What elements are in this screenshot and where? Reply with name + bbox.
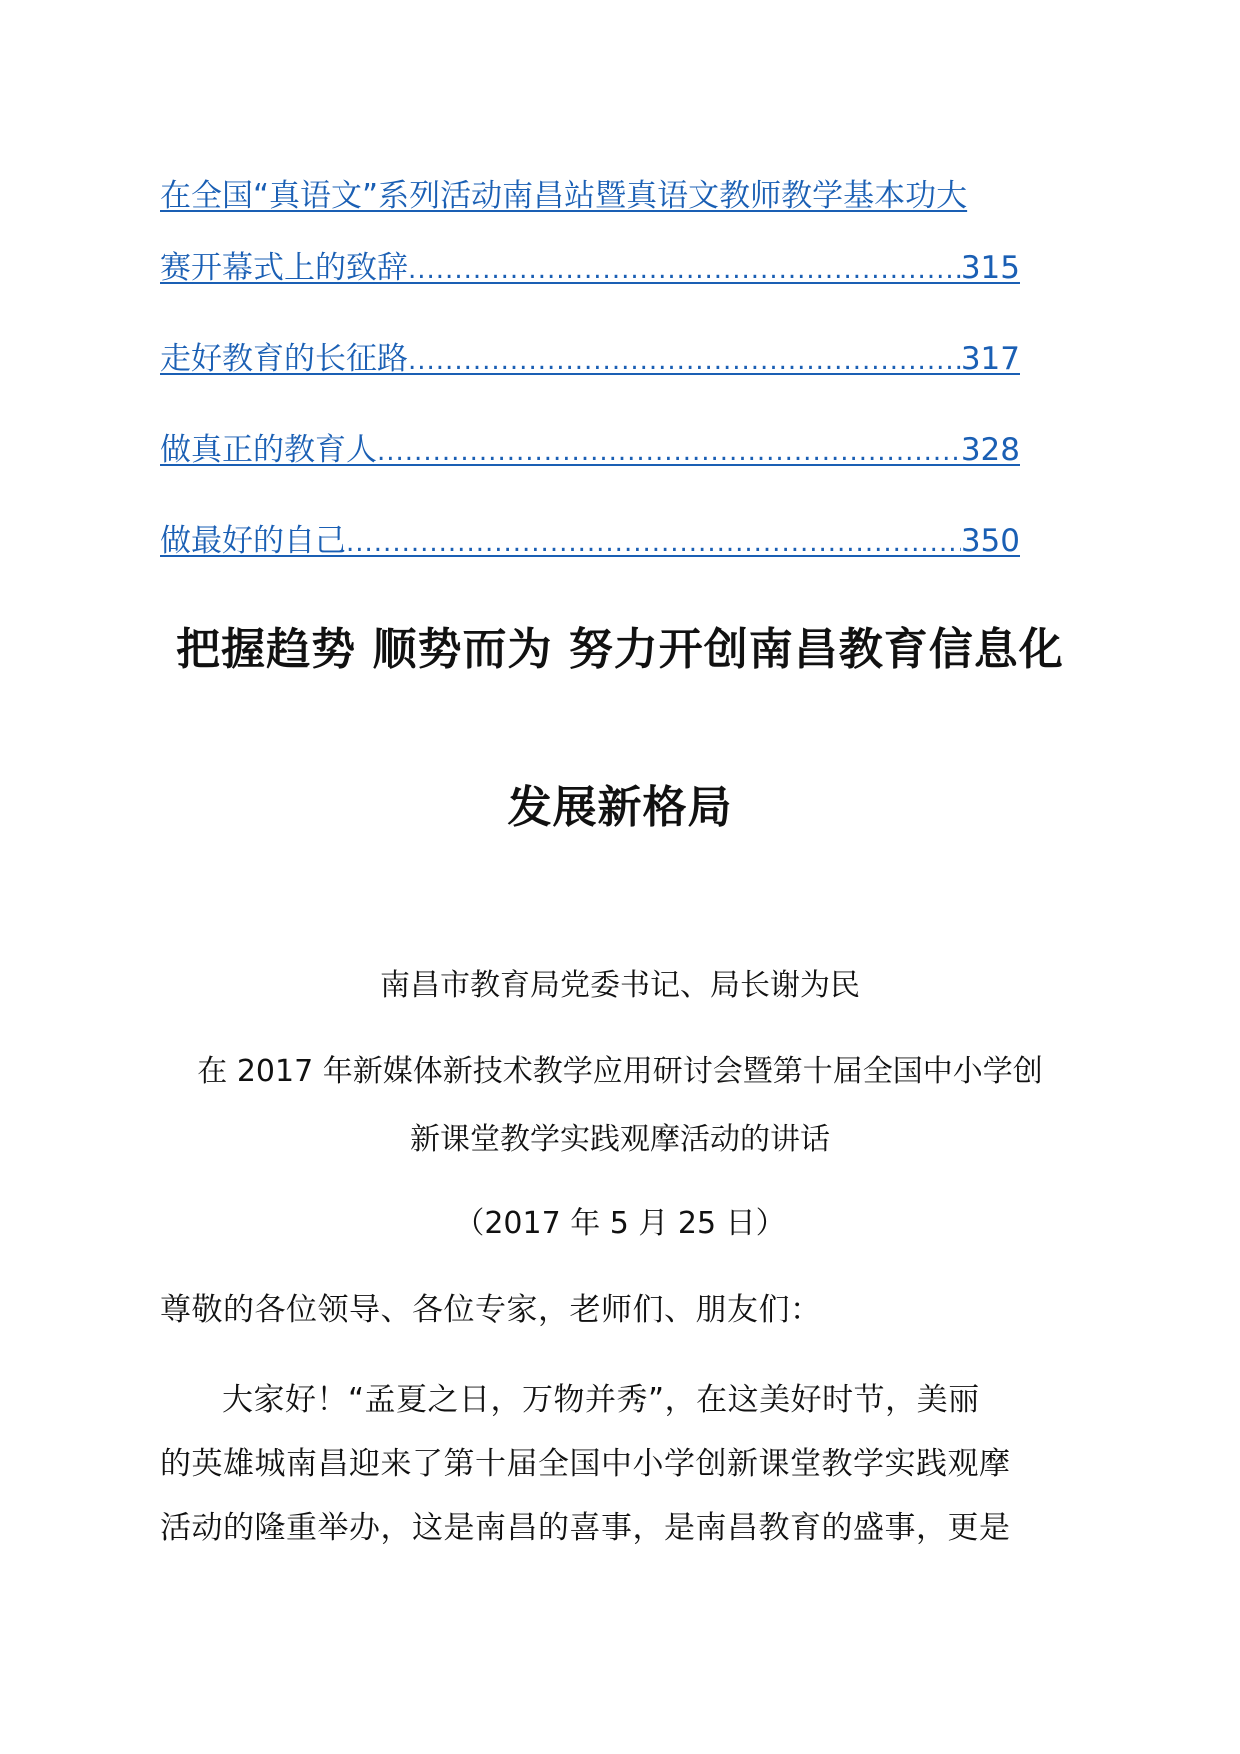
toc-entry-title: 做真正的教育人 [160,432,377,468]
occasion-line2: 新课堂教学实践观摩活动的讲话 [410,1122,830,1157]
speaker-line: 南昌市教育局党委书记、局长谢为民 [380,968,860,1003]
toc-entry-title: 做最好的自己 [160,523,346,559]
toc-entry-title: 赛开幕式上的致辞 [160,250,408,286]
toc-link-3[interactable] [160,430,1020,472]
toc-page-number: 317 [960,341,1020,377]
toc-link-1-line1[interactable] [160,176,967,216]
toc-page-number: 315 [960,250,1020,286]
toc-page-number: 328 [960,432,1020,468]
article-title-line2: 发展新格局 [507,782,733,833]
toc-entry-title: 走好教育的长征路 [160,341,408,377]
occasion-line1: 在 2017 年新媒体新技术教学应用研讨会暨第十届全国中小学创 [197,1054,1043,1089]
toc-link-4[interactable] [160,521,1020,563]
toc-page-number: 350 [960,523,1020,559]
toc-dot-leader [408,250,961,290]
speech-date: （2017 年 5 月 25 日） [454,1206,786,1241]
salutation: 尊敬的各位领导、各位专家，老师们、朋友们： [160,1292,822,1328]
toc-dot-leader [408,341,961,381]
toc-dot-leader [377,432,961,472]
toc-entry-title: 在全国“真语文”系列活动南昌站暨真语文教师教学基本功大 [160,178,968,214]
toc-dot-leader [346,523,961,563]
toc-link-2[interactable] [160,339,1020,381]
paragraph-line: 大家好！“孟夏之日，万物并秀”，在这美好时节，美丽 [222,1382,980,1418]
paragraph-line: 活动的隆重举办，这是南昌的喜事，是南昌教育的盛事，更是 [160,1510,1011,1546]
toc-link-1-line2[interactable] [160,248,1020,290]
article-title-line1: 把握趋势 顺势而为 努力开创南昌教育信息化 [176,624,1064,675]
paragraph-line: 的英雄城南昌迎来了第十届全国中小学创新课堂教学实践观摩 [160,1446,1011,1482]
